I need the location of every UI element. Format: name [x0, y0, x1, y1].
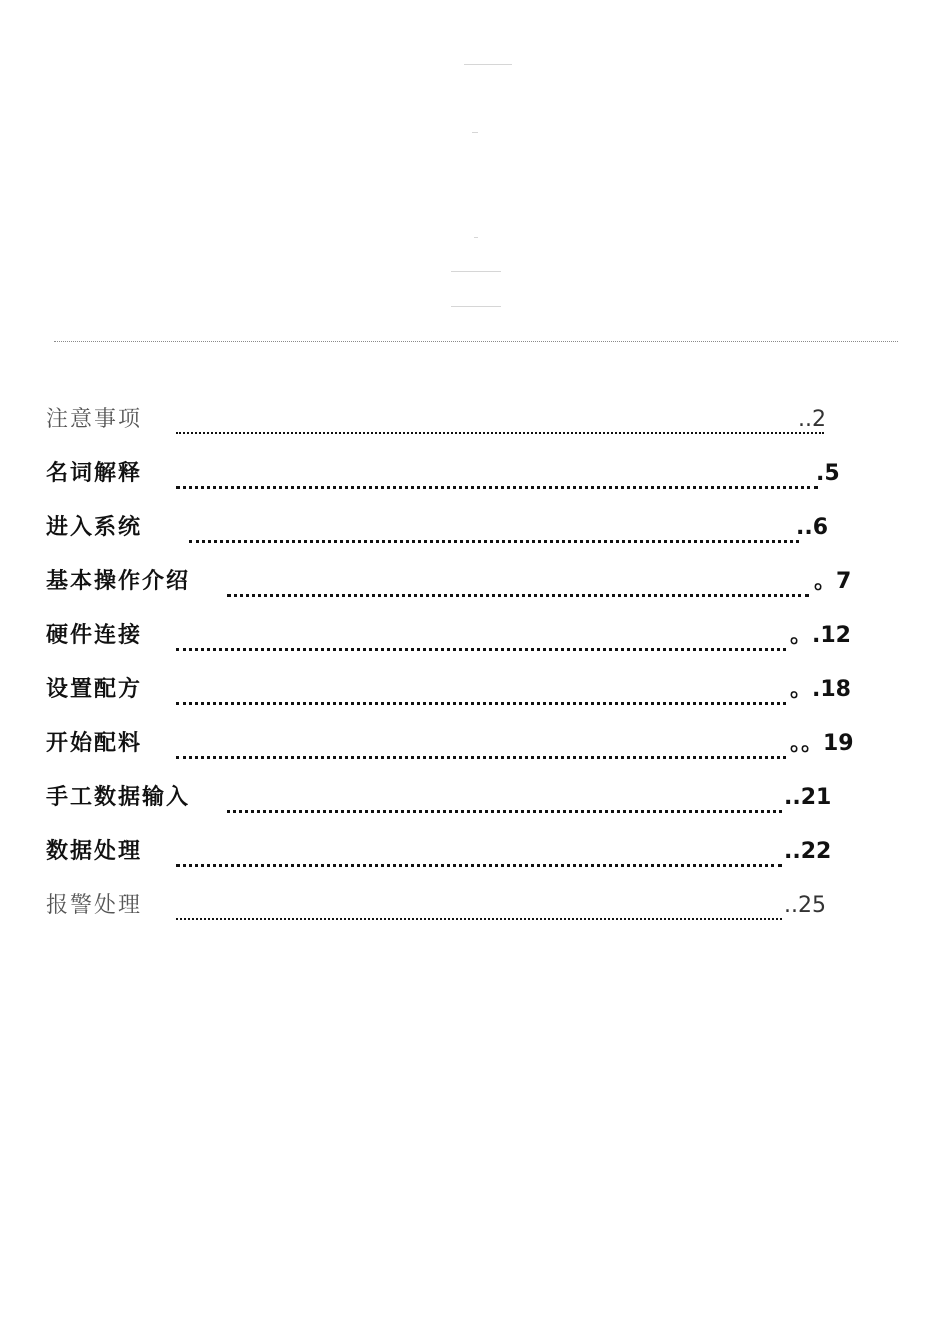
header-mark-1	[464, 64, 512, 65]
toc-entry-title: 注意事项	[46, 407, 143, 432]
toc-leader-dots	[189, 516, 799, 543]
toc-page-number: 。7	[814, 569, 852, 594]
toc-leader-dots	[227, 570, 809, 597]
toc-page-number: 。.18	[790, 677, 851, 702]
header-mark-3	[474, 237, 478, 238]
toc-leader-dots	[176, 624, 786, 651]
toc-leader-dots	[176, 840, 782, 867]
table-of-contents	[46, 394, 896, 934]
toc-leader-dots	[176, 462, 818, 489]
toc-entry-precautions[interactable]	[46, 394, 896, 448]
toc-entry-hardware-connection[interactable]	[46, 610, 896, 664]
toc-page-number: ..2	[798, 407, 826, 432]
toc-entry-data-processing[interactable]	[46, 826, 896, 880]
toc-page-number: ..25	[784, 893, 826, 918]
header-mark-4	[451, 271, 501, 272]
toc-page-number: ..6	[796, 515, 829, 540]
toc-leader-dots	[176, 408, 824, 434]
toc-entry-title: 进入系统	[46, 515, 143, 540]
toc-entry-title: 手工数据输入	[46, 785, 191, 810]
toc-leader-dots	[176, 732, 786, 759]
header-mark-2	[472, 132, 478, 133]
toc-entry-title: 开始配料	[46, 731, 143, 756]
toc-entry-manual-data-input[interactable]	[46, 772, 896, 826]
toc-entry-alarm-handling[interactable]	[46, 880, 896, 934]
toc-page-number: ..22	[784, 839, 832, 864]
toc-page-number: 。.12	[790, 623, 851, 648]
toc-entry-title: 报警处理	[46, 893, 143, 918]
toc-page-number: ..21	[784, 785, 832, 810]
toc-entry-glossary[interactable]	[46, 448, 896, 502]
toc-leader-dots	[176, 678, 786, 705]
toc-page-number: 。。19	[790, 731, 854, 756]
toc-entry-basic-operation[interactable]	[46, 556, 896, 610]
toc-entry-title: 基本操作介绍	[46, 569, 191, 594]
toc-entry-title: 数据处理	[46, 839, 143, 864]
toc-leader-dots	[227, 786, 782, 813]
toc-page-number: .5	[816, 461, 840, 486]
toc-entry-enter-system[interactable]	[46, 502, 896, 556]
header-rule	[54, 341, 898, 342]
header-mark-5	[451, 306, 501, 307]
toc-entry-title: 硬件连接	[46, 623, 143, 648]
toc-entry-start-batching[interactable]	[46, 718, 896, 772]
toc-entry-title: 名词解释	[46, 461, 143, 486]
toc-entry-set-recipe[interactable]	[46, 664, 896, 718]
toc-entry-title: 设置配方	[46, 677, 143, 702]
toc-leader-dots	[176, 894, 782, 920]
